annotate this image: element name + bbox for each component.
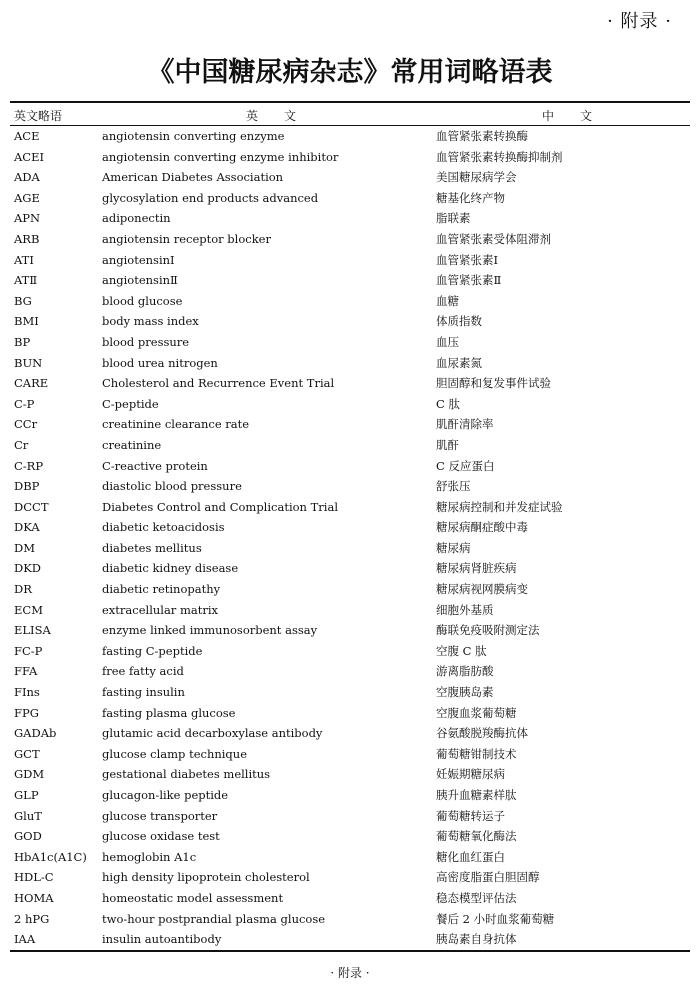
abbreviation-table bbox=[10, 101, 690, 952]
english-cell: glucose clamp technique bbox=[102, 746, 248, 761]
abbr-cell: Cr bbox=[14, 437, 29, 452]
abbr-cell: C-RP bbox=[14, 458, 44, 473]
abbr-cell: DKD bbox=[14, 561, 42, 576]
abbr-cell: FC-P bbox=[14, 643, 43, 658]
header-english: 英文 bbox=[246, 109, 323, 123]
english-cell: Cholesterol and Recurrence Event Trial bbox=[102, 376, 335, 391]
table-row bbox=[10, 208, 690, 229]
english-cell: body mass index bbox=[102, 314, 199, 329]
english-cell: angiotensinⅠ bbox=[102, 252, 175, 267]
table-row bbox=[10, 744, 690, 765]
chinese-cell: 血糖 bbox=[436, 293, 459, 308]
chinese-cell: 血管紧张素转换酶 bbox=[436, 129, 528, 143]
abbr-cell: ATⅡ bbox=[14, 273, 38, 288]
table-row bbox=[10, 353, 690, 374]
english-cell: angiotensin converting enzyme inhibitor bbox=[102, 149, 339, 164]
chinese-cell: 体质指数 bbox=[436, 314, 482, 329]
page-footer: · 附录 · bbox=[330, 966, 370, 980]
table-row bbox=[10, 929, 690, 950]
chinese-cell: 胆固醇和复发事件试验 bbox=[436, 376, 551, 391]
chinese-cell: 葡萄糖钳制技术 bbox=[436, 746, 517, 761]
table-row bbox=[10, 723, 690, 744]
chinese-cell: 胰岛素自身抗体 bbox=[436, 932, 517, 947]
chinese-cell: 血管紧张素Ⅰ bbox=[436, 252, 499, 267]
english-cell: angiotensin receptor blocker bbox=[102, 231, 271, 246]
table-row bbox=[10, 517, 690, 538]
english-cell: high density lipoprotein cholesterol bbox=[102, 870, 310, 885]
table-row bbox=[10, 600, 690, 621]
header-chinese: 中文 bbox=[542, 109, 619, 123]
chinese-cell: 糖化血红蛋白 bbox=[436, 849, 505, 864]
table-row bbox=[10, 270, 690, 291]
english-cell: C-peptide bbox=[102, 396, 159, 411]
abbr-cell: DKA bbox=[14, 520, 40, 535]
english-cell: Diabetes Control and Complication Trial bbox=[102, 499, 338, 514]
chinese-cell: 空腹血浆葡萄糖 bbox=[436, 705, 517, 720]
abbr-cell: DCCT bbox=[14, 499, 49, 514]
chinese-cell: 肌酐清除率 bbox=[436, 417, 494, 432]
table-row bbox=[10, 291, 690, 312]
english-cell: fasting plasma glucose bbox=[102, 705, 236, 720]
english-cell: extracellular matrix bbox=[102, 602, 219, 617]
abbr-cell: HDL-C bbox=[14, 870, 54, 885]
chinese-cell: 糖基化终产物 bbox=[436, 190, 505, 205]
abbr-cell: ELISA bbox=[14, 623, 51, 638]
chinese-cell: 葡萄糖氧化酶法 bbox=[436, 829, 517, 844]
english-cell: enzyme linked immunosorbent assay bbox=[102, 623, 318, 638]
abbr-cell: ARB bbox=[14, 231, 40, 246]
abbr-cell: BMI bbox=[14, 314, 39, 329]
abbr-cell: ADA bbox=[14, 170, 40, 185]
chinese-cell: 舒张压 bbox=[436, 479, 471, 494]
abbr-cell: DM bbox=[14, 540, 35, 555]
table-row bbox=[10, 558, 690, 579]
table-body bbox=[10, 126, 690, 950]
abbr-cell: GCT bbox=[14, 746, 40, 761]
chinese-cell: 酶联免疫吸附测定法 bbox=[436, 623, 540, 638]
chinese-cell: 血压 bbox=[436, 334, 459, 349]
english-cell: glucose transporter bbox=[102, 808, 218, 823]
table-row bbox=[10, 414, 690, 435]
abbr-cell: BG bbox=[14, 293, 32, 308]
table-row bbox=[10, 641, 690, 662]
chinese-cell: 糖尿病酮症酸中毒 bbox=[436, 520, 528, 535]
chinese-cell: 胰升血糖素样肽 bbox=[436, 788, 517, 802]
header-abbreviation: 英文略语 bbox=[14, 109, 63, 123]
abbr-cell: C-P bbox=[14, 396, 35, 411]
abbr-cell: GluT bbox=[14, 808, 42, 823]
table-row bbox=[10, 538, 690, 559]
table-row bbox=[10, 497, 690, 518]
abbr-cell: CARE bbox=[14, 376, 49, 391]
table-row bbox=[10, 229, 690, 250]
chinese-cell: C 反应蛋白 bbox=[436, 458, 495, 473]
abbr-cell: GADAb bbox=[14, 726, 57, 741]
table-row bbox=[10, 661, 690, 682]
table-bottom-rule bbox=[10, 950, 690, 952]
english-cell: hemoglobin A1c bbox=[102, 849, 197, 864]
english-cell: glutamic acid decarboxylase antibody bbox=[102, 726, 323, 741]
table-row bbox=[10, 332, 690, 353]
table-row bbox=[10, 826, 690, 847]
chinese-cell: 美国糖尿病学会 bbox=[436, 170, 517, 185]
table-row bbox=[10, 373, 690, 394]
abbr-cell: BP bbox=[14, 334, 31, 349]
chinese-cell: 餐后 2 小时血浆葡萄糖 bbox=[436, 911, 555, 926]
english-cell: C-reactive protein bbox=[102, 458, 208, 473]
abbr-cell: CCr bbox=[14, 417, 38, 432]
page-title: 《中国糖尿病杂志》常用词略语表 bbox=[147, 57, 553, 88]
abbr-cell: FIns bbox=[14, 685, 40, 700]
table-row bbox=[10, 476, 690, 497]
table-row bbox=[10, 909, 690, 930]
abbr-cell: ACEI bbox=[14, 149, 45, 164]
chinese-cell: 血尿素氮 bbox=[436, 355, 482, 370]
table-row bbox=[10, 785, 690, 806]
chinese-cell: 葡萄糖转运子 bbox=[436, 808, 505, 823]
chinese-cell: C 肽 bbox=[436, 396, 460, 411]
table-header-row bbox=[10, 103, 690, 125]
english-cell: angiotensinⅡ bbox=[102, 273, 178, 288]
abbr-cell: AGE bbox=[14, 190, 40, 205]
english-cell: fasting C-peptide bbox=[102, 643, 203, 658]
english-cell: diabetic retinopathy bbox=[102, 582, 221, 597]
abbr-cell: GDM bbox=[14, 767, 45, 782]
table-row bbox=[10, 579, 690, 600]
chinese-cell: 谷氨酸脱羧酶抗体 bbox=[436, 726, 528, 741]
abbr-cell: DR bbox=[14, 582, 32, 597]
abbr-cell: 2 hPG bbox=[14, 911, 50, 926]
abbr-cell: FPG bbox=[14, 705, 39, 720]
chinese-cell: 糖尿病视网膜病变 bbox=[436, 582, 528, 597]
english-cell: blood glucose bbox=[102, 293, 183, 308]
english-cell: blood pressure bbox=[102, 334, 190, 349]
abbr-cell: FFA bbox=[14, 664, 38, 679]
table-row bbox=[10, 703, 690, 724]
english-cell: glycosylation end products advanced bbox=[102, 190, 319, 205]
abbr-cell: HOMA bbox=[14, 890, 54, 905]
table-row bbox=[10, 456, 690, 477]
chinese-cell: 空腹 C 肽 bbox=[436, 643, 487, 658]
table-row bbox=[10, 435, 690, 456]
table-row bbox=[10, 682, 690, 703]
english-cell: free fatty acid bbox=[102, 664, 184, 679]
abbr-cell: ECM bbox=[14, 602, 43, 617]
english-cell: adiponectin bbox=[102, 211, 171, 226]
chinese-cell: 妊娠期糖尿病 bbox=[436, 767, 505, 782]
abbr-cell: BUN bbox=[14, 355, 43, 370]
english-cell: insulin autoantibody bbox=[102, 932, 222, 947]
chinese-cell: 糖尿病控制和并发症试验 bbox=[436, 499, 563, 514]
english-cell: diabetic ketoacidosis bbox=[102, 520, 225, 535]
chinese-cell: 游离脂肪酸 bbox=[436, 664, 494, 679]
chinese-cell: 肌酐 bbox=[436, 437, 459, 452]
table-row bbox=[10, 311, 690, 332]
table-row bbox=[10, 764, 690, 785]
chinese-cell: 糖尿病 bbox=[436, 540, 471, 555]
chinese-cell: 高密度脂蛋白胆固醇 bbox=[436, 870, 540, 885]
english-cell: two-hour postprandial plasma glucose bbox=[102, 911, 326, 926]
table-row bbox=[10, 126, 690, 147]
chinese-cell: 细胞外基质 bbox=[436, 602, 494, 617]
table-row bbox=[10, 250, 690, 271]
english-cell: blood urea nitrogen bbox=[102, 355, 218, 370]
abbr-cell: ATⅠ bbox=[14, 252, 34, 267]
english-cell: American Diabetes Association bbox=[102, 170, 284, 185]
table-row bbox=[10, 620, 690, 641]
chinese-cell: 糖尿病肾脏疾病 bbox=[436, 561, 517, 576]
english-cell: glucagon-like peptide bbox=[102, 788, 229, 802]
abbr-cell: HbA1c(A1C) bbox=[14, 849, 87, 864]
english-cell: angiotensin converting enzyme bbox=[102, 129, 285, 143]
english-cell: diastolic blood pressure bbox=[102, 479, 242, 494]
english-cell: homeostatic model assessment bbox=[102, 890, 284, 905]
abbr-cell: IAA bbox=[14, 932, 36, 947]
english-cell: gestational diabetes mellitus bbox=[102, 767, 271, 782]
chinese-cell: 脂联素 bbox=[436, 211, 471, 226]
chinese-cell: 血管紧张素Ⅱ bbox=[436, 273, 502, 288]
table-row bbox=[10, 867, 690, 888]
english-cell: diabetic kidney disease bbox=[102, 561, 239, 576]
abbr-cell: APN bbox=[14, 211, 41, 226]
table-row bbox=[10, 806, 690, 827]
table-row bbox=[10, 188, 690, 209]
chinese-cell: 血管紧张素转换酶抑制剂 bbox=[436, 149, 563, 164]
english-cell: fasting insulin bbox=[102, 685, 185, 700]
table-row bbox=[10, 888, 690, 909]
abbr-cell: ACE bbox=[14, 129, 40, 143]
english-cell: diabetes mellitus bbox=[102, 540, 202, 555]
english-cell: glucose oxidase test bbox=[102, 829, 220, 844]
abbr-cell: DBP bbox=[14, 479, 40, 494]
abbr-cell: GLP bbox=[14, 788, 39, 802]
chinese-cell: 稳态模型评估法 bbox=[436, 890, 517, 905]
section-tag: · 附录 · bbox=[607, 11, 672, 32]
chinese-cell: 血管紧张素受体阻滞剂 bbox=[436, 231, 551, 246]
table-row bbox=[10, 847, 690, 868]
english-cell: creatinine clearance rate bbox=[102, 417, 250, 432]
table-row bbox=[10, 147, 690, 168]
english-cell: creatinine bbox=[102, 437, 162, 452]
chinese-cell: 空腹胰岛素 bbox=[436, 685, 494, 700]
table-row bbox=[10, 394, 690, 415]
table-row bbox=[10, 167, 690, 188]
abbr-cell: GOD bbox=[14, 829, 42, 844]
